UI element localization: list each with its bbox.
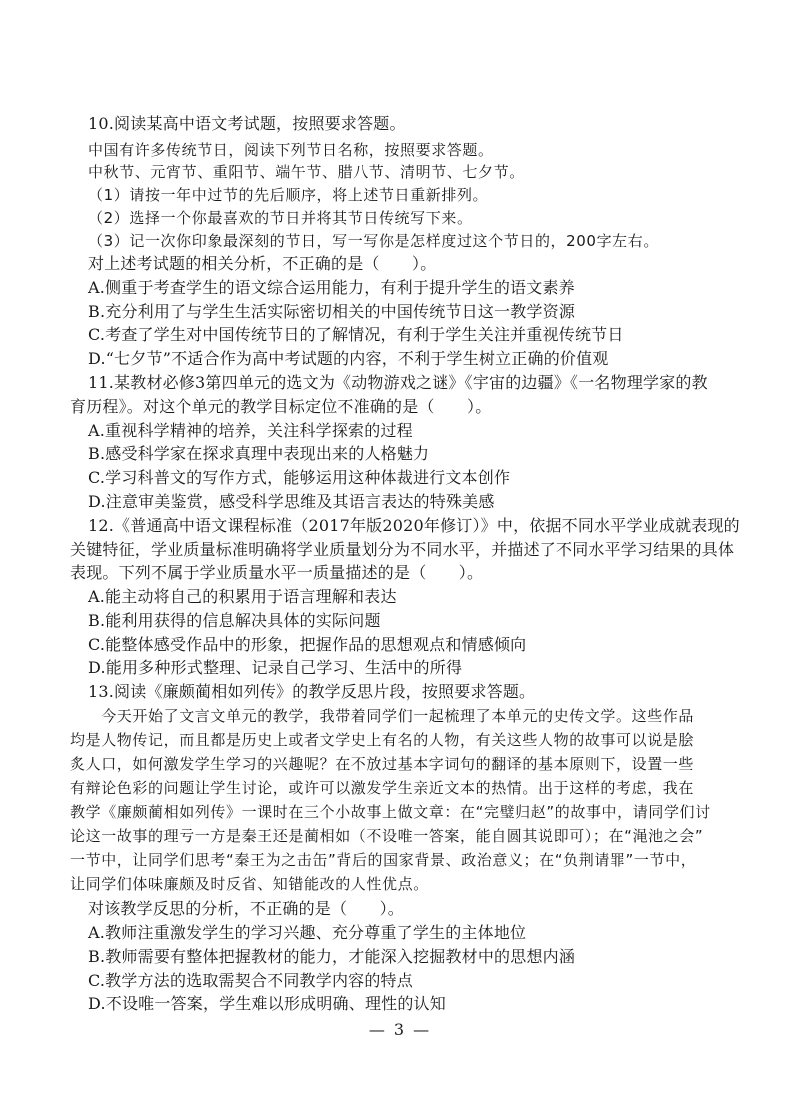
q13-option-b: B.教师需要有整体把握教材的能力，才能深入挖掘教材中的思想内涵	[88, 947, 576, 966]
q13-stem: 对该教学反思的分析，不正确的是（ ）。	[88, 899, 405, 918]
q10-stem: 对上述考试题的相关分析，不正确的是（ ）。	[88, 254, 437, 273]
q13-passage-line: 让同学们体味廉颇及时反省、知错能改的人性优点。	[70, 875, 429, 893]
q10-line: （3）记一次你印象最深刻的节日，写一写你是怎样度过这个节日的，200字左右。	[88, 232, 659, 250]
q11-option-a: A.重视科学精神的培养，关注科学探索的过程	[88, 421, 413, 440]
q13-passage-line: 论这一故事的理亏一方是秦王还是蔺相如（不设唯一答案，能自圆其说即可）；在“渑池之会”	[70, 827, 704, 845]
q12-line2: 关键特征，学业质量标准明确将学业质量划分为不同水平，并描述了不同水平学习结果的具体	[70, 540, 735, 559]
q12-option-d: D.能用多种形式整理、记录自己学习、生活中的所得	[88, 658, 463, 677]
q10-option-a: A.侧重于考查学生的语文综合运用能力，有利于提升学生的语文素养	[88, 278, 575, 297]
q13-passage-line: 一节中，让同学们思考“秦王为之击缶”背后的国家背景、政治意义；在“负荆请罪”一节中，	[70, 851, 697, 869]
q10-option-d: D.“七夕节”不适合作为高中考试题的内容，不利于学生树立正确的价值观	[88, 349, 609, 368]
page-number: — 3 —	[368, 1020, 432, 1039]
q13-passage-line: 有辩论色彩的问题让学生讨论，或许可以激发学生亲近文本的热情。出于这样的考虑，我在	[70, 779, 695, 797]
q10-title: 10.阅读某高中语文考试题，按照要求答题。	[88, 114, 406, 133]
q12-option-c: C.能整体感受作品中的形象，把握作品的思想观点和情感倾向	[88, 635, 527, 654]
q12-line3: 表现。下列不属于学业质量水平一质量描述的是（ ）。	[70, 563, 484, 582]
q10-line: （2）选择一个你最喜欢的节日并将其节日传统写下来。	[88, 209, 473, 227]
q12-line1: 12.《普通高中语文课程标准（2017年版2020年修订）》中，依据不同水平学业成就表现的	[88, 516, 740, 535]
q12-option-a: A.能主动将自己的积累用于语言理解和表达	[88, 587, 397, 606]
q11-option-d: D.注意审美鉴赏，感受科学思维及其语言表达的特殊美感	[88, 492, 495, 511]
q13-passage-line: 教学《廉颇蔺相如列传》一课时在三个小故事上做文章：在“完璧归赵”的故事中，请同学们讨	[70, 803, 711, 821]
q10-option-c: C.考查了学生对中国传统节日的了解情况，有利于学生关注并重视传统节日	[88, 325, 624, 344]
q13-passage-line: 今天开始了文言文单元的教学，我带着同学们一起梳理了本单元的史传文学。这些作品	[70, 707, 695, 725]
q13-title: 13.阅读《廉颇蔺相如列传》的教学反思片段，按照要求答题。	[88, 682, 536, 701]
q13-option-a: A.教师注重激发学生的学习兴趣、充分尊重了学生的主体地位	[88, 923, 527, 942]
q10-line: （1）请按一年中过节的先后顺序，将上述节日重新排列。	[88, 186, 489, 204]
q12-option-b: B.能利用获得的信息解决具体的实际问题	[88, 611, 381, 630]
q13-passage-line: 均是人物传记，而且都是历史上或者文学史上有名的人物，有关这些人物的故事可以说是脍	[70, 731, 695, 749]
q13-option-d: D.不设唯一答案，学生难以形成明确、理性的认知	[88, 994, 446, 1013]
q10-line: 中国有许多传统节日，阅读下列节日名称，按照要求答题。	[88, 141, 494, 159]
q11-option-c: C.学习科普文的写作方式，能够运用这种体裁进行文本创作	[88, 468, 511, 487]
q10-option-b: B.充分利用了与学生生活实际密切相关的中国传统节日这一教学资源	[88, 302, 576, 321]
q13-option-c: C.教学方法的选取需契合不同教学内容的特点	[88, 971, 413, 990]
q11-line2: 育历程》。对这个单元的教学目标定位不准确的是（ ）。	[70, 397, 492, 416]
q13-passage-line: 炙人口，如何激发学生学习的兴趣呢？在不放过基本字词句的翻译的基本原则下，设置一些	[70, 755, 695, 773]
q11-option-b: B.感受科学家在探求真理中表现出来的人格魅力	[88, 444, 430, 463]
q11-line1: 11.某教材必修3第四单元的选文为《动物游戏之谜》《宇宙的边疆》《一名物理学家的教	[88, 373, 708, 392]
q10-line: 中秋节、元宵节、重阳节、端午节、腊八节、清明节、七夕节。	[88, 163, 525, 181]
